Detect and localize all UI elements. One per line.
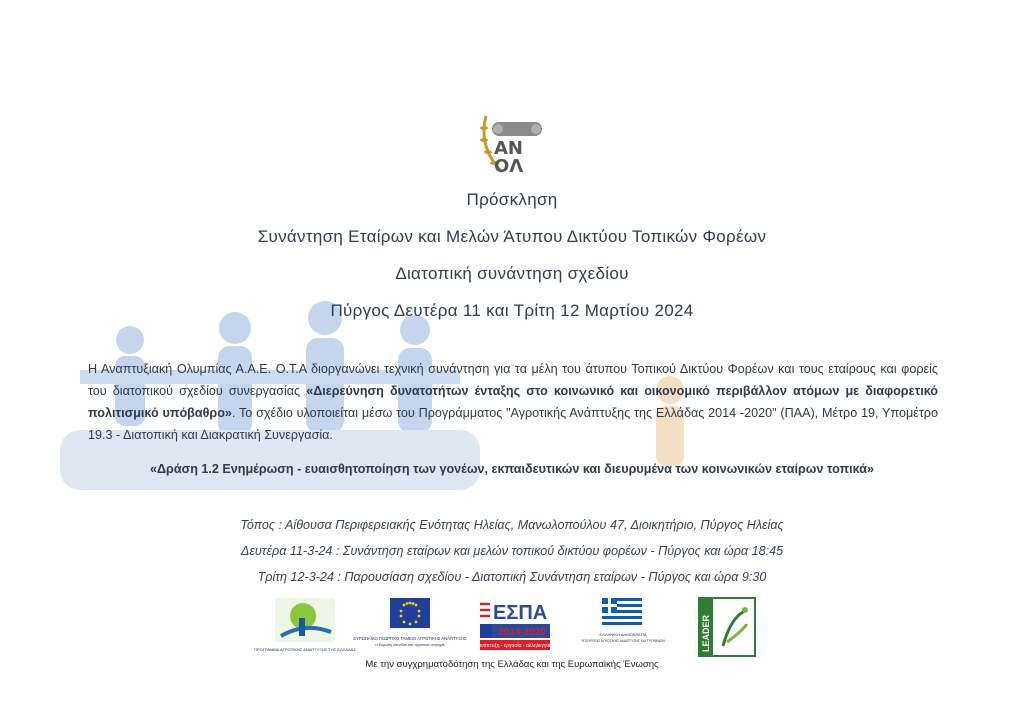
paa-logo <box>254 596 356 658</box>
cofunding-footer: Με την συγχρηματοδότηση της Ελλάδας και της Ευρωπαϊκής Ένωσης <box>365 659 659 670</box>
leader-text: LEADER <box>701 614 711 652</box>
titles <box>0 190 1024 321</box>
eu-agri-fund-logo <box>353 596 474 658</box>
body-part1: Η Αναπτυξιακή Ολυμπίας Α.Α.Ε. Ο.Τ.Α διοργανώνει τεχνική συνάντηση για τα μέλη του άτυπου Τοπικού Δικτύου Φορέων και τους εταίρους και φορείς του διατοπικού σχεδίου συνεργασίας <box>88 362 938 398</box>
title-date: Πύργος Δευτέρα 11 και Τρίτη 12 Μαρτίου 2024 <box>330 301 694 320</box>
logo-text-bottom: ΟΛ <box>494 156 524 177</box>
espa-motto: ανάπτυξη - εργασία - αλληλεγγύη <box>478 643 552 649</box>
espa-title: ΕΣΠΑ <box>493 602 548 624</box>
gr-caption-1: ΕΛΛΗΝΙΚΗ ΔΗΜΟΚΡΑΤΙΑ <box>599 632 647 637</box>
body-project-title: «Διερεύνηση δυνατοτήτων ένταξης στο κοινωνικό και οικονομικό περιβάλλον ατόμων με διαφορετικό πολιτισμικό υπόβαθρο» <box>88 384 938 420</box>
title-meeting: Συνάντηση Εταίρων και Μελών Άτυπου Δικτύου Τοπικών Φορέων <box>257 227 767 246</box>
gr-caption-2: ΥΠΟΥΡΓΕΙΟ ΑΓΡΟΤΙΚΗΣ ΑΝΑΠΤΥΞΗΣ ΚΑΙ ΤΡΟΦΙΜΩΝ <box>581 639 665 643</box>
body-paragraph <box>88 358 938 446</box>
title-invitation: Πρόσκληση <box>466 190 558 209</box>
espa-years: 2014-2020 <box>498 627 546 638</box>
day2-line: Τρίτη 12-3-24 : Παρουσίαση σχεδίου - Διατοπική Συνάντηση εταίρων - Πύργος και ώρα 9:30 <box>257 570 767 584</box>
location-line: Τόπος : Αίθουσα Περιφερειακής Ενότητας Ηλείας, Μανωλοπούλου 47, Διοικητήριο, Πύργος Ηλείας <box>240 518 784 532</box>
paa-caption: ΠΡΟΓΡΑΜΜΑ ΑΓΡΟΤΙΚΗΣ ΑΝΑΠΤΥΞΗΣ ΤΗΣ ΕΛΛΑΔΑΣ <box>254 647 356 652</box>
action-line: «Δράση 1.2 Ενημέρωση - ευαισθητοποίηση των γονέων, εκπαιδευτικών και διευρυμένα των κοινωνικών εταίρων τοπικά» <box>149 462 874 476</box>
anol-logo-image <box>472 108 552 180</box>
leader-logo <box>697 596 757 658</box>
eu-caption-1: ΕΥΡΩΠΑΪΚΟ ΓΕΩΡΓΙΚΟ ΤΑΜΕΙΟ ΑΓΡΟΤΙΚΗΣ ΑΝΑΠΤΥΞΗΣ <box>353 636 467 641</box>
eu-caption-2: Η Ευρώπη επενδύει στις αγροτικές περιοχές <box>375 643 445 647</box>
greek-ministry-logo <box>581 596 665 658</box>
title-interterritorial: Διατοπική συνάντηση σχεδίου <box>395 264 629 283</box>
espa-logo <box>476 596 554 658</box>
day1-line: Δευτέρα 11-3-24 : Συνάντηση εταίρων και μελών τοπικού δικτύου φορέων - Πύργος και ώρα 18:45 <box>240 544 784 558</box>
sponsor-logos <box>0 596 1024 660</box>
logo-text-top: ΑΝ <box>494 138 523 159</box>
body-part3: . Το σχέδιο υλοποιείται μέσω του Προγράμματος "Αγροτικής Ανάπτυξης της Ελλάδας 2014 -2020" (ΠΑΑ), Μέτρο 19, Υπομέτρο 19.3 - Διατοπική και Διακρατική Συνεργασία. <box>88 406 938 442</box>
